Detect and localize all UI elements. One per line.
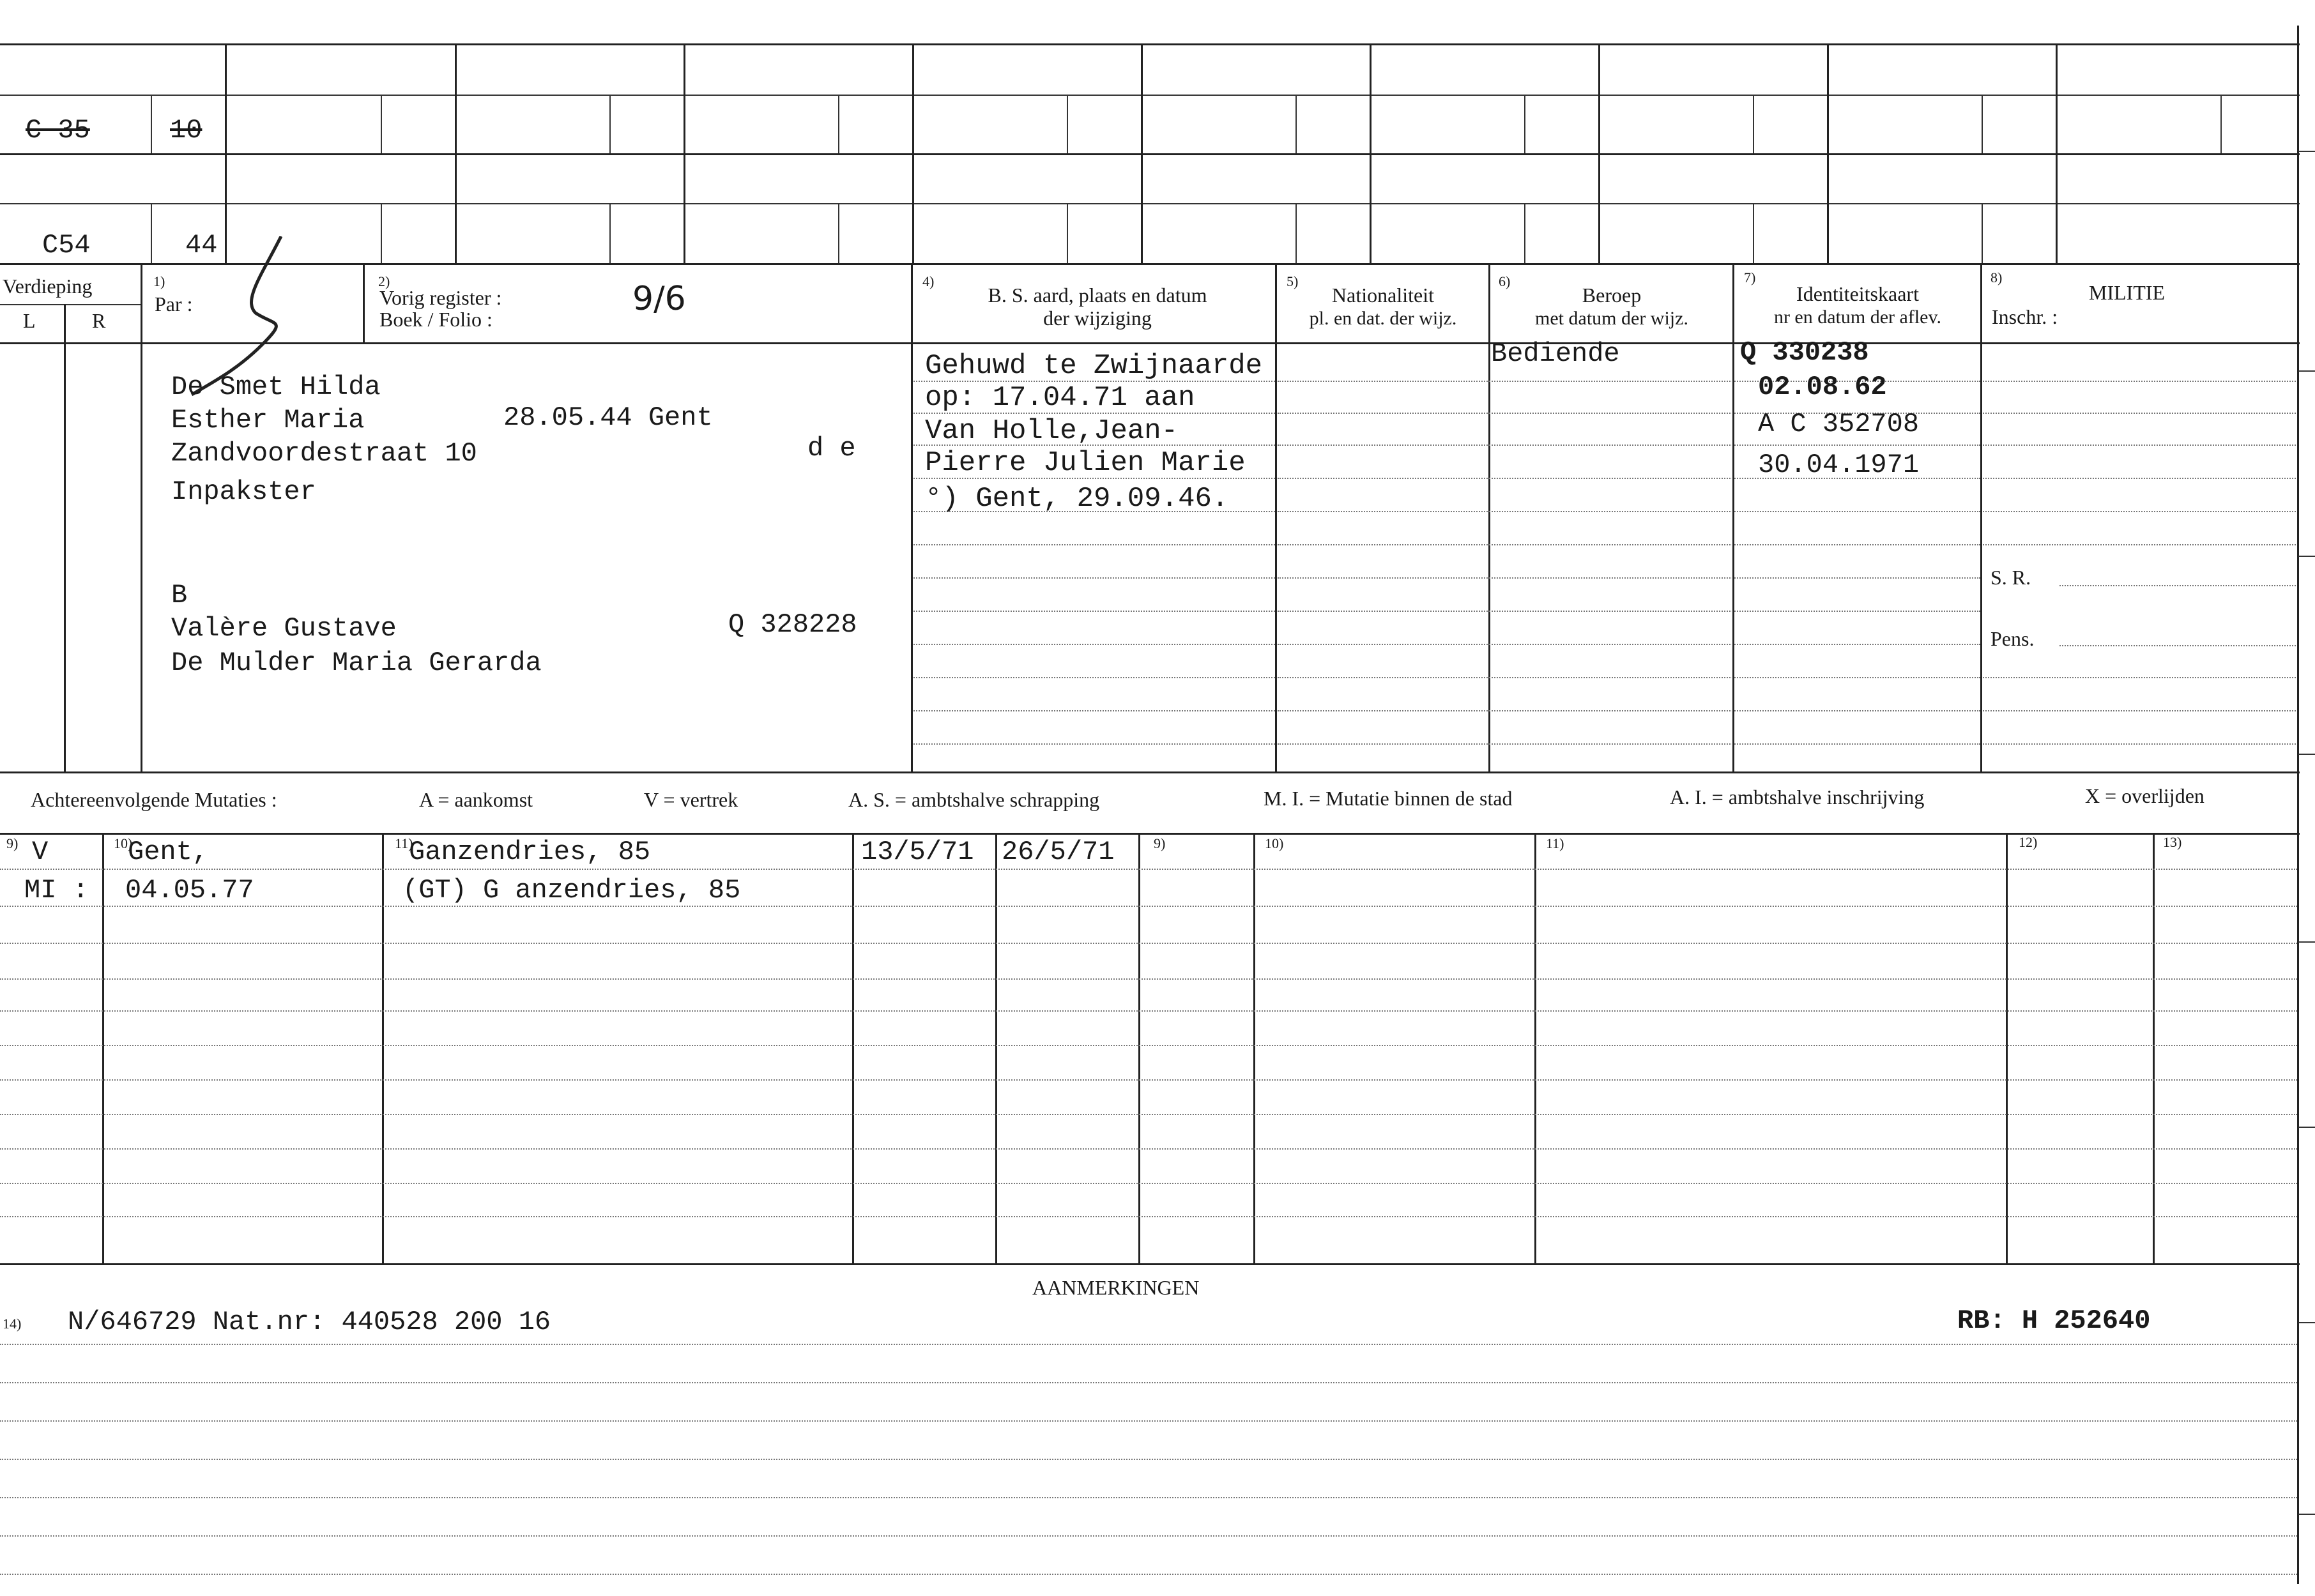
verdieping-label: Verdieping bbox=[3, 275, 93, 298]
sr-label: S. R. bbox=[1990, 566, 2031, 589]
mother-name: De Mulder Maria Gerarda bbox=[171, 648, 542, 678]
legend-x: X = overlijden bbox=[2085, 784, 2204, 807]
beroep-value: Bediende bbox=[1491, 338, 1620, 369]
person-occupation: Inpakster bbox=[171, 476, 316, 507]
field-5-number: 5) bbox=[1287, 273, 1299, 289]
civil-status-line4: Pierre Julien Marie bbox=[925, 447, 1246, 479]
militie-label: MILITIE bbox=[2089, 281, 2166, 304]
person-address: Zandvoordestraat 10 bbox=[171, 438, 477, 469]
field-2-number: 2) bbox=[378, 273, 390, 289]
identity-date: 02.08.62 bbox=[1758, 372, 1887, 402]
field-11b-number: 11) bbox=[1546, 835, 1564, 851]
legend-ai: A. I. = ambtshalve inschrijving bbox=[1670, 786, 1925, 809]
mutation-1-place: Gent, bbox=[128, 837, 209, 867]
parents-b-label: B bbox=[171, 580, 188, 611]
identity-number: Q 330238 bbox=[1740, 337, 1869, 368]
legend-v: V = vertrek bbox=[644, 788, 738, 811]
mutation-1-address: Ganzendries, 85 bbox=[409, 837, 651, 867]
mutation-1-date-2: 26/5/71 bbox=[1002, 837, 1115, 867]
nationaliteit-sublabel: pl. en dat. der wijz. bbox=[1309, 308, 1457, 329]
civil-status-line2: op: 17.04.71 aan bbox=[925, 382, 1195, 414]
field-13-number: 13) bbox=[2163, 834, 2182, 850]
person-marks: d e bbox=[807, 433, 856, 464]
field-8-number: 8) bbox=[1990, 270, 2003, 285]
person-given-names: Esther Maria bbox=[171, 405, 365, 436]
register-folio: 44 bbox=[185, 230, 218, 261]
par-label: Par : bbox=[155, 293, 193, 315]
mutation-1-date-1: 13/5/71 bbox=[861, 837, 974, 867]
beroep-label: Beroep bbox=[1582, 284, 1642, 307]
father-name: Valère Gustave bbox=[171, 613, 397, 644]
mutation-2-type: MI : bbox=[24, 875, 89, 906]
floor-r-label: R bbox=[92, 309, 106, 332]
person-name: De Smet Hilda bbox=[171, 372, 381, 402]
nationaliteit-label: Nationaliteit bbox=[1332, 284, 1434, 307]
remarks-rb: RB: H 252640 bbox=[1957, 1305, 2151, 1336]
legend-a: A = aankomst bbox=[419, 788, 533, 811]
identiteitskaart-sublabel: nr en datum der aflev. bbox=[1773, 307, 1942, 328]
floor-l-label: L bbox=[23, 309, 36, 332]
civil-status-line5: °) Gent, 29.09.46. bbox=[925, 483, 1229, 515]
field-4-number: 4) bbox=[922, 273, 935, 289]
mutation-2-address: (GT) G anzendries, 85 bbox=[402, 875, 741, 906]
father-id: Q 328228 bbox=[728, 609, 857, 640]
mutation-2-place: 04.05.77 bbox=[125, 875, 254, 906]
legend-as: A. S. = ambtshalve schrapping bbox=[848, 788, 1100, 811]
field-12-number: 12) bbox=[2019, 834, 2038, 850]
identity-date-2: 30.04.1971 bbox=[1758, 450, 1920, 480]
remarks-line-1: N/646729 Nat.nr: 440528 200 16 bbox=[68, 1307, 551, 1337]
field-10b-number: 10) bbox=[1265, 835, 1284, 851]
vorig-register-label: Vorig register : bbox=[379, 286, 502, 309]
field-6-number: 6) bbox=[1499, 273, 1511, 289]
identity-number-2: A C 352708 bbox=[1758, 409, 1920, 439]
boek-folio-label: Boek / Folio : bbox=[379, 308, 493, 331]
field-9-number: 9) bbox=[6, 835, 19, 851]
vorig-register-value: 9/6 bbox=[632, 280, 686, 318]
field-7-number: 7) bbox=[1744, 270, 1756, 285]
field-1-number: 1) bbox=[153, 273, 165, 289]
civil-status-line3: Van Holle,Jean- bbox=[925, 415, 1179, 447]
field-14-number: 14) bbox=[3, 1316, 22, 1332]
legend-title: Achtereenvolgende Mutaties : bbox=[31, 788, 277, 811]
identiteitskaart-label: Identiteitskaart bbox=[1796, 282, 1919, 305]
old-register-code: C 35 bbox=[26, 115, 90, 146]
person-birth: 28.05.44 Gent bbox=[503, 402, 713, 433]
field-9b-number: 9) bbox=[1154, 835, 1166, 851]
old-register-folio: 10 bbox=[170, 115, 202, 146]
register-code: C54 bbox=[42, 230, 91, 261]
pens-label: Pens. bbox=[1990, 627, 2035, 650]
remarks-title: AANMERKINGEN bbox=[1032, 1276, 1200, 1299]
bs-label-line1: B. S. aard, plaats en datum bbox=[988, 284, 1207, 307]
field-11-number: 11) bbox=[395, 835, 413, 851]
civil-status-line1: Gehuwd te Zwijnaarde bbox=[925, 350, 1263, 382]
field-10-number: 10) bbox=[114, 835, 133, 851]
beroep-sublabel: met datum der wijz. bbox=[1535, 308, 1688, 329]
mutation-1-type: V bbox=[32, 837, 49, 867]
bs-label-line2: der wijziging bbox=[1043, 307, 1152, 330]
inschr-label: Inschr. : bbox=[1992, 305, 2058, 328]
legend-mi: M. I. = Mutatie binnen de stad bbox=[1264, 787, 1513, 810]
